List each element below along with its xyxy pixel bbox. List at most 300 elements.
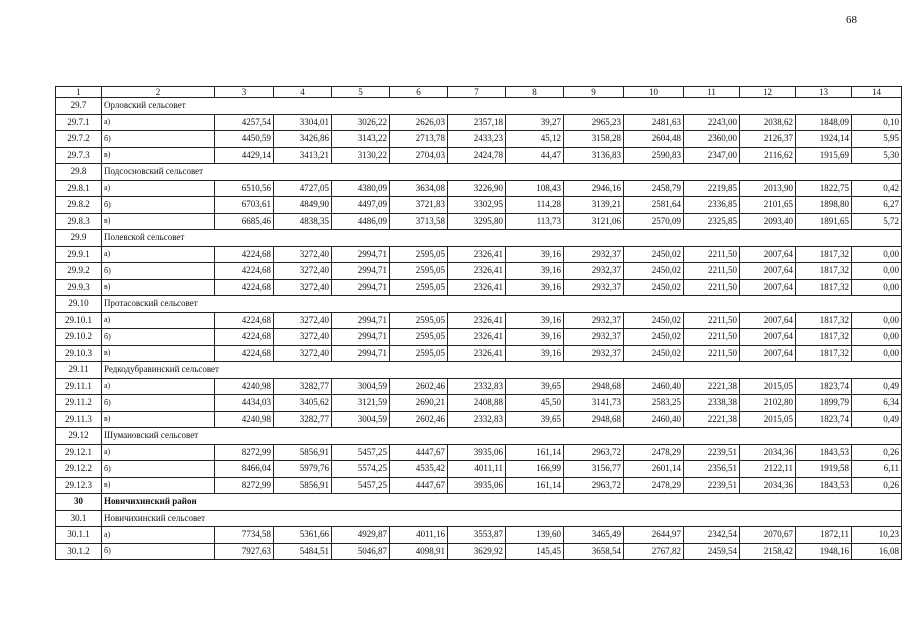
table-row xyxy=(56,411,902,428)
table-cell: 39,16 xyxy=(506,246,564,263)
table-cell: 0,00 xyxy=(852,312,902,329)
row-subindex: а) xyxy=(102,114,215,131)
table-cell: 1823,74 xyxy=(796,411,852,428)
table-cell: 2704,03 xyxy=(390,147,448,164)
table-cell: 2948,68 xyxy=(564,378,624,395)
row-code: 29.9.1 xyxy=(56,246,102,263)
table-cell: 10,23 xyxy=(852,527,902,544)
table-cell: 2070,67 xyxy=(740,527,796,544)
table-row xyxy=(56,147,902,164)
table-cell: 2460,40 xyxy=(624,378,684,395)
row-subindex: а) xyxy=(102,246,215,263)
row-code: 30.1.2 xyxy=(56,543,102,560)
table-cell: 2946,16 xyxy=(564,180,624,197)
section-title: Протасовский сельсовет xyxy=(102,296,902,313)
table-cell: 0,10 xyxy=(852,114,902,131)
row-subindex: б) xyxy=(102,395,215,412)
table-cell: 0,00 xyxy=(852,279,902,296)
table-cell: 8272,99 xyxy=(215,444,274,461)
table-cell: 2211,50 xyxy=(684,263,740,280)
table-cell: 3282,77 xyxy=(274,378,332,395)
table-cell: 2325,85 xyxy=(684,213,740,230)
table-cell: 5,30 xyxy=(852,147,902,164)
section-title: Подсосновский сельсовет xyxy=(102,164,902,181)
table-cell: 1843,53 xyxy=(796,477,852,494)
table-cell: 1891,65 xyxy=(796,213,852,230)
table-cell: 2604,48 xyxy=(624,131,684,148)
table-cell: 1817,32 xyxy=(796,312,852,329)
table-cell: 2994,71 xyxy=(332,246,390,263)
table-cell: 2994,71 xyxy=(332,312,390,329)
table-cell: 5457,25 xyxy=(332,444,390,461)
table-cell: 4240,98 xyxy=(215,378,274,395)
table-row xyxy=(56,213,902,230)
section-row xyxy=(56,510,902,527)
table-cell: 2595,05 xyxy=(390,246,448,263)
table-cell: 2122,11 xyxy=(740,461,796,478)
table-cell: 113,73 xyxy=(506,213,564,230)
row-code: 29.8.3 xyxy=(56,213,102,230)
row-code: 29.10.3 xyxy=(56,345,102,362)
table-cell: 5457,25 xyxy=(332,477,390,494)
table-cell: 4224,68 xyxy=(215,345,274,362)
table-cell: 161,14 xyxy=(506,477,564,494)
table-cell: 166,99 xyxy=(506,461,564,478)
table-cell: 2158,42 xyxy=(740,543,796,560)
table-cell: 2211,50 xyxy=(684,312,740,329)
table-cell: 45,50 xyxy=(506,395,564,412)
table-cell: 1823,74 xyxy=(796,378,852,395)
table-cell: 2932,37 xyxy=(564,312,624,329)
table-cell: 4011,11 xyxy=(448,461,506,478)
table-cell: 5574,25 xyxy=(332,461,390,478)
row-subindex: в) xyxy=(102,279,215,296)
table-cell: 1872,11 xyxy=(796,527,852,544)
table-cell: 2342,54 xyxy=(684,527,740,544)
column-header: 6 xyxy=(390,87,448,98)
column-header: 11 xyxy=(684,87,740,98)
row-code: 29.7.3 xyxy=(56,147,102,164)
table-cell: 5856,91 xyxy=(274,444,332,461)
section-row xyxy=(56,428,902,445)
table-cell: 2219,85 xyxy=(684,180,740,197)
table-cell: 5979,76 xyxy=(274,461,332,478)
table-cell: 2356,51 xyxy=(684,461,740,478)
table-cell: 2994,71 xyxy=(332,329,390,346)
table-cell: 3658,54 xyxy=(564,543,624,560)
district-row xyxy=(56,494,902,511)
table-cell: 2602,46 xyxy=(390,411,448,428)
column-header: 10 xyxy=(624,87,684,98)
table-cell: 2767,82 xyxy=(624,543,684,560)
table-cell: 2239,51 xyxy=(684,477,740,494)
table-cell: 39,16 xyxy=(506,345,564,362)
section-row xyxy=(56,362,902,379)
row-code: 29.8.2 xyxy=(56,197,102,214)
table-cell: 2963,72 xyxy=(564,444,624,461)
table-cell: 1817,32 xyxy=(796,329,852,346)
table-cell: 0,00 xyxy=(852,263,902,280)
table-cell: 4486,09 xyxy=(332,213,390,230)
table-cell: 2478,29 xyxy=(624,444,684,461)
table-cell: 3302,95 xyxy=(448,197,506,214)
district-title: Новичихинский район xyxy=(102,494,902,511)
row-code: 29.8.1 xyxy=(56,180,102,197)
table-cell: 2034,36 xyxy=(740,444,796,461)
table-row xyxy=(56,197,902,214)
table-cell: 3629,92 xyxy=(448,543,506,560)
table-cell: 2034,36 xyxy=(740,477,796,494)
table-cell: 2007,64 xyxy=(740,345,796,362)
table-cell: 4224,68 xyxy=(215,263,274,280)
table-cell: 2211,50 xyxy=(684,329,740,346)
table-cell: 2450,02 xyxy=(624,312,684,329)
row-subindex: в) xyxy=(102,411,215,428)
table-cell: 2590,83 xyxy=(624,147,684,164)
table-row xyxy=(56,329,902,346)
table-cell: 2450,02 xyxy=(624,329,684,346)
table-cell: 3304,01 xyxy=(274,114,332,131)
column-header: 4 xyxy=(274,87,332,98)
table-row xyxy=(56,461,902,478)
table-cell: 2102,80 xyxy=(740,395,796,412)
table-cell: 2243,00 xyxy=(684,114,740,131)
table-cell: 39,65 xyxy=(506,378,564,395)
table-cell: 2360,00 xyxy=(684,131,740,148)
row-subindex: б) xyxy=(102,543,215,560)
table-cell: 7734,58 xyxy=(215,527,274,544)
table-cell: 6,11 xyxy=(852,461,902,478)
row-code: 29.12 xyxy=(56,428,102,445)
table-row xyxy=(56,527,902,544)
table-cell: 2595,05 xyxy=(390,263,448,280)
table-cell: 114,28 xyxy=(506,197,564,214)
table-row xyxy=(56,444,902,461)
table-cell: 2595,05 xyxy=(390,312,448,329)
table-cell: 3935,06 xyxy=(448,444,506,461)
table-cell: 2450,02 xyxy=(624,345,684,362)
row-code: 29.9.3 xyxy=(56,279,102,296)
table-cell: 3121,59 xyxy=(332,395,390,412)
row-code: 29.9.2 xyxy=(56,263,102,280)
row-code: 30.1.1 xyxy=(56,527,102,544)
row-code: 29.7.2 xyxy=(56,131,102,148)
table-row xyxy=(56,263,902,280)
row-subindex: в) xyxy=(102,147,215,164)
table-cell: 2932,37 xyxy=(564,263,624,280)
table-cell: 145,45 xyxy=(506,543,564,560)
row-code: 29.11.2 xyxy=(56,395,102,412)
section-title: Редкодубравинский сельсовет xyxy=(102,362,902,379)
table-cell: 2015,05 xyxy=(740,411,796,428)
column-header: 1 xyxy=(56,87,102,98)
row-code: 29.7 xyxy=(56,98,102,115)
table-cell: 3121,06 xyxy=(564,213,624,230)
table-cell: 4497,09 xyxy=(332,197,390,214)
table-cell: 1898,80 xyxy=(796,197,852,214)
table-cell: 3272,40 xyxy=(274,345,332,362)
table-cell: 2211,50 xyxy=(684,345,740,362)
table-cell: 1924,14 xyxy=(796,131,852,148)
table-cell: 4224,68 xyxy=(215,279,274,296)
row-code: 29.7.1 xyxy=(56,114,102,131)
table-cell: 2101,65 xyxy=(740,197,796,214)
table-cell: 3553,87 xyxy=(448,527,506,544)
table-cell: 4434,03 xyxy=(215,395,274,412)
table-row xyxy=(56,246,902,263)
table-cell: 3634,08 xyxy=(390,180,448,197)
table-cell: 2460,40 xyxy=(624,411,684,428)
table-cell: 5,72 xyxy=(852,213,902,230)
table-row xyxy=(56,345,902,362)
table-cell: 2007,64 xyxy=(740,279,796,296)
table-cell: 2948,68 xyxy=(564,411,624,428)
header-row xyxy=(56,87,902,98)
table-cell: 2038,62 xyxy=(740,114,796,131)
table-cell: 3004,59 xyxy=(332,411,390,428)
table-cell: 3413,21 xyxy=(274,147,332,164)
row-subindex: а) xyxy=(102,180,215,197)
row-code: 29.8 xyxy=(56,164,102,181)
table-cell: 2357,18 xyxy=(448,114,506,131)
table-cell: 39,65 xyxy=(506,411,564,428)
table-cell: 1948,16 xyxy=(796,543,852,560)
section-row xyxy=(56,230,902,247)
table-cell: 3426,86 xyxy=(274,131,332,148)
section-title: Шумановский сельсовет xyxy=(102,428,902,445)
table-cell: 2459,54 xyxy=(684,543,740,560)
table-cell: 1915,69 xyxy=(796,147,852,164)
table-cell: 3226,90 xyxy=(448,180,506,197)
table-cell: 1817,32 xyxy=(796,345,852,362)
column-header: 8 xyxy=(506,87,564,98)
column-header: 9 xyxy=(564,87,624,98)
row-subindex: а) xyxy=(102,312,215,329)
row-subindex: б) xyxy=(102,263,215,280)
table-cell: 4257,54 xyxy=(215,114,274,131)
row-subindex: а) xyxy=(102,527,215,544)
table-cell: 3713,58 xyxy=(390,213,448,230)
table-cell: 3139,21 xyxy=(564,197,624,214)
table-cell: 1817,32 xyxy=(796,246,852,263)
row-code: 30.1 xyxy=(56,510,102,527)
table-cell: 2478,29 xyxy=(624,477,684,494)
column-header: 14 xyxy=(852,87,902,98)
table-cell: 2015,05 xyxy=(740,378,796,395)
row-subindex: а) xyxy=(102,444,215,461)
table-cell: 6,27 xyxy=(852,197,902,214)
table-cell: 2093,40 xyxy=(740,213,796,230)
table-row xyxy=(56,114,902,131)
column-header: 7 xyxy=(448,87,506,98)
table-cell: 2116,62 xyxy=(740,147,796,164)
table-cell: 2583,25 xyxy=(624,395,684,412)
table-cell: 2326,41 xyxy=(448,312,506,329)
table-cell: 2326,41 xyxy=(448,263,506,280)
table-cell: 6685,46 xyxy=(215,213,274,230)
column-header: 13 xyxy=(796,87,852,98)
table-cell: 2994,71 xyxy=(332,279,390,296)
row-code: 29.9 xyxy=(56,230,102,247)
table-cell: 3272,40 xyxy=(274,329,332,346)
table-cell: 3158,28 xyxy=(564,131,624,148)
table-cell: 8466,04 xyxy=(215,461,274,478)
table-cell: 2221,38 xyxy=(684,378,740,395)
table-cell: 2458,79 xyxy=(624,180,684,197)
table-cell: 44,47 xyxy=(506,147,564,164)
section-title: Новичихинский сельсовет xyxy=(102,510,902,527)
table-cell: 139,60 xyxy=(506,527,564,544)
column-header: 12 xyxy=(740,87,796,98)
table-cell: 2595,05 xyxy=(390,345,448,362)
table-cell: 0,49 xyxy=(852,378,902,395)
table-cell: 2332,83 xyxy=(448,411,506,428)
table-cell: 2326,41 xyxy=(448,329,506,346)
table-cell: 5,95 xyxy=(852,131,902,148)
table-cell: 39,16 xyxy=(506,312,564,329)
table-cell: 3143,22 xyxy=(332,131,390,148)
table-cell: 3130,22 xyxy=(332,147,390,164)
row-subindex: б) xyxy=(102,131,215,148)
table-cell: 4240,98 xyxy=(215,411,274,428)
table-cell: 3136,83 xyxy=(564,147,624,164)
row-subindex: б) xyxy=(102,197,215,214)
table-cell: 2932,37 xyxy=(564,329,624,346)
table-cell: 2326,41 xyxy=(448,345,506,362)
table-row xyxy=(56,477,902,494)
table-cell: 2211,50 xyxy=(684,279,740,296)
table-cell: 16,08 xyxy=(852,543,902,560)
table-cell: 2450,02 xyxy=(624,279,684,296)
table-cell: 2424,78 xyxy=(448,147,506,164)
table-cell: 1919,58 xyxy=(796,461,852,478)
table-cell: 2644,97 xyxy=(624,527,684,544)
table-cell: 2239,51 xyxy=(684,444,740,461)
table-cell: 5046,87 xyxy=(332,543,390,560)
table-cell: 1899,79 xyxy=(796,395,852,412)
table-cell: 3272,40 xyxy=(274,263,332,280)
table-cell: 4838,35 xyxy=(274,213,332,230)
section-row xyxy=(56,296,902,313)
table-cell: 2336,85 xyxy=(684,197,740,214)
table-cell: 1817,32 xyxy=(796,279,852,296)
table-cell: 4849,90 xyxy=(274,197,332,214)
row-code: 29.12.3 xyxy=(56,477,102,494)
table-cell: 2932,37 xyxy=(564,246,624,263)
table-cell: 3295,80 xyxy=(448,213,506,230)
table-cell: 6703,61 xyxy=(215,197,274,214)
table-cell: 2211,50 xyxy=(684,246,740,263)
table-body xyxy=(56,87,902,560)
section-row xyxy=(56,164,902,181)
table-cell: 3272,40 xyxy=(274,312,332,329)
row-code: 30 xyxy=(56,494,102,511)
table-cell: 2332,83 xyxy=(448,378,506,395)
table-cell: 2007,64 xyxy=(740,246,796,263)
table-cell: 1817,32 xyxy=(796,263,852,280)
table-cell: 2965,23 xyxy=(564,114,624,131)
table-cell: 45,12 xyxy=(506,131,564,148)
table-cell: 4429,14 xyxy=(215,147,274,164)
table-cell: 2408,88 xyxy=(448,395,506,412)
table-cell: 4929,87 xyxy=(332,527,390,544)
table-cell: 2595,05 xyxy=(390,279,448,296)
table-cell: 3004,59 xyxy=(332,378,390,395)
table-cell: 3721,83 xyxy=(390,197,448,214)
table-cell: 2581,64 xyxy=(624,197,684,214)
table-cell: 3026,22 xyxy=(332,114,390,131)
table-cell: 0,26 xyxy=(852,444,902,461)
table-cell: 1848,09 xyxy=(796,114,852,131)
row-subindex: а) xyxy=(102,378,215,395)
table-cell: 4727,05 xyxy=(274,180,332,197)
table-cell: 8272,99 xyxy=(215,477,274,494)
table-cell: 4011,16 xyxy=(390,527,448,544)
table-cell: 0,00 xyxy=(852,329,902,346)
table-cell: 2007,64 xyxy=(740,312,796,329)
section-row xyxy=(56,98,902,115)
table-row xyxy=(56,180,902,197)
table-row xyxy=(56,378,902,395)
row-code: 29.12.2 xyxy=(56,461,102,478)
row-subindex: в) xyxy=(102,477,215,494)
table-cell: 0,49 xyxy=(852,411,902,428)
table-cell: 2570,09 xyxy=(624,213,684,230)
table-cell: 2481,63 xyxy=(624,114,684,131)
row-subindex: б) xyxy=(102,329,215,346)
table-cell: 4224,68 xyxy=(215,246,274,263)
table-cell: 3465,49 xyxy=(564,527,624,544)
row-code: 29.10.2 xyxy=(56,329,102,346)
row-code: 29.12.1 xyxy=(56,444,102,461)
table-cell: 2347,00 xyxy=(684,147,740,164)
table-cell: 108,43 xyxy=(506,180,564,197)
table-cell: 2932,37 xyxy=(564,279,624,296)
table-cell: 2602,46 xyxy=(390,378,448,395)
row-code: 29.11.1 xyxy=(56,378,102,395)
section-title: Орловский сельсовет xyxy=(102,98,902,115)
table-cell: 0,26 xyxy=(852,477,902,494)
table-cell: 2126,37 xyxy=(740,131,796,148)
table-cell: 4447,67 xyxy=(390,444,448,461)
table-cell: 5856,91 xyxy=(274,477,332,494)
table-cell: 4450,59 xyxy=(215,131,274,148)
row-code: 29.10 xyxy=(56,296,102,313)
table-cell: 3405,62 xyxy=(274,395,332,412)
table-cell: 5361,66 xyxy=(274,527,332,544)
table-cell: 2326,41 xyxy=(448,246,506,263)
table-cell: 3282,77 xyxy=(274,411,332,428)
table-row xyxy=(56,131,902,148)
table-cell: 5484,51 xyxy=(274,543,332,560)
table-cell: 7927,63 xyxy=(215,543,274,560)
page-number: 68 xyxy=(846,14,857,26)
table-cell: 2338,38 xyxy=(684,395,740,412)
table-cell: 4224,68 xyxy=(215,312,274,329)
table-cell: 2013,90 xyxy=(740,180,796,197)
row-code: 29.11 xyxy=(56,362,102,379)
table-cell: 3935,06 xyxy=(448,477,506,494)
table-cell: 6510,56 xyxy=(215,180,274,197)
table-cell: 1843,53 xyxy=(796,444,852,461)
table-cell: 2595,05 xyxy=(390,329,448,346)
table-cell: 4535,42 xyxy=(390,461,448,478)
row-code: 29.11.3 xyxy=(56,411,102,428)
table-row xyxy=(56,279,902,296)
table-cell: 4380,09 xyxy=(332,180,390,197)
table-cell: 3141,73 xyxy=(564,395,624,412)
table-cell: 2221,38 xyxy=(684,411,740,428)
